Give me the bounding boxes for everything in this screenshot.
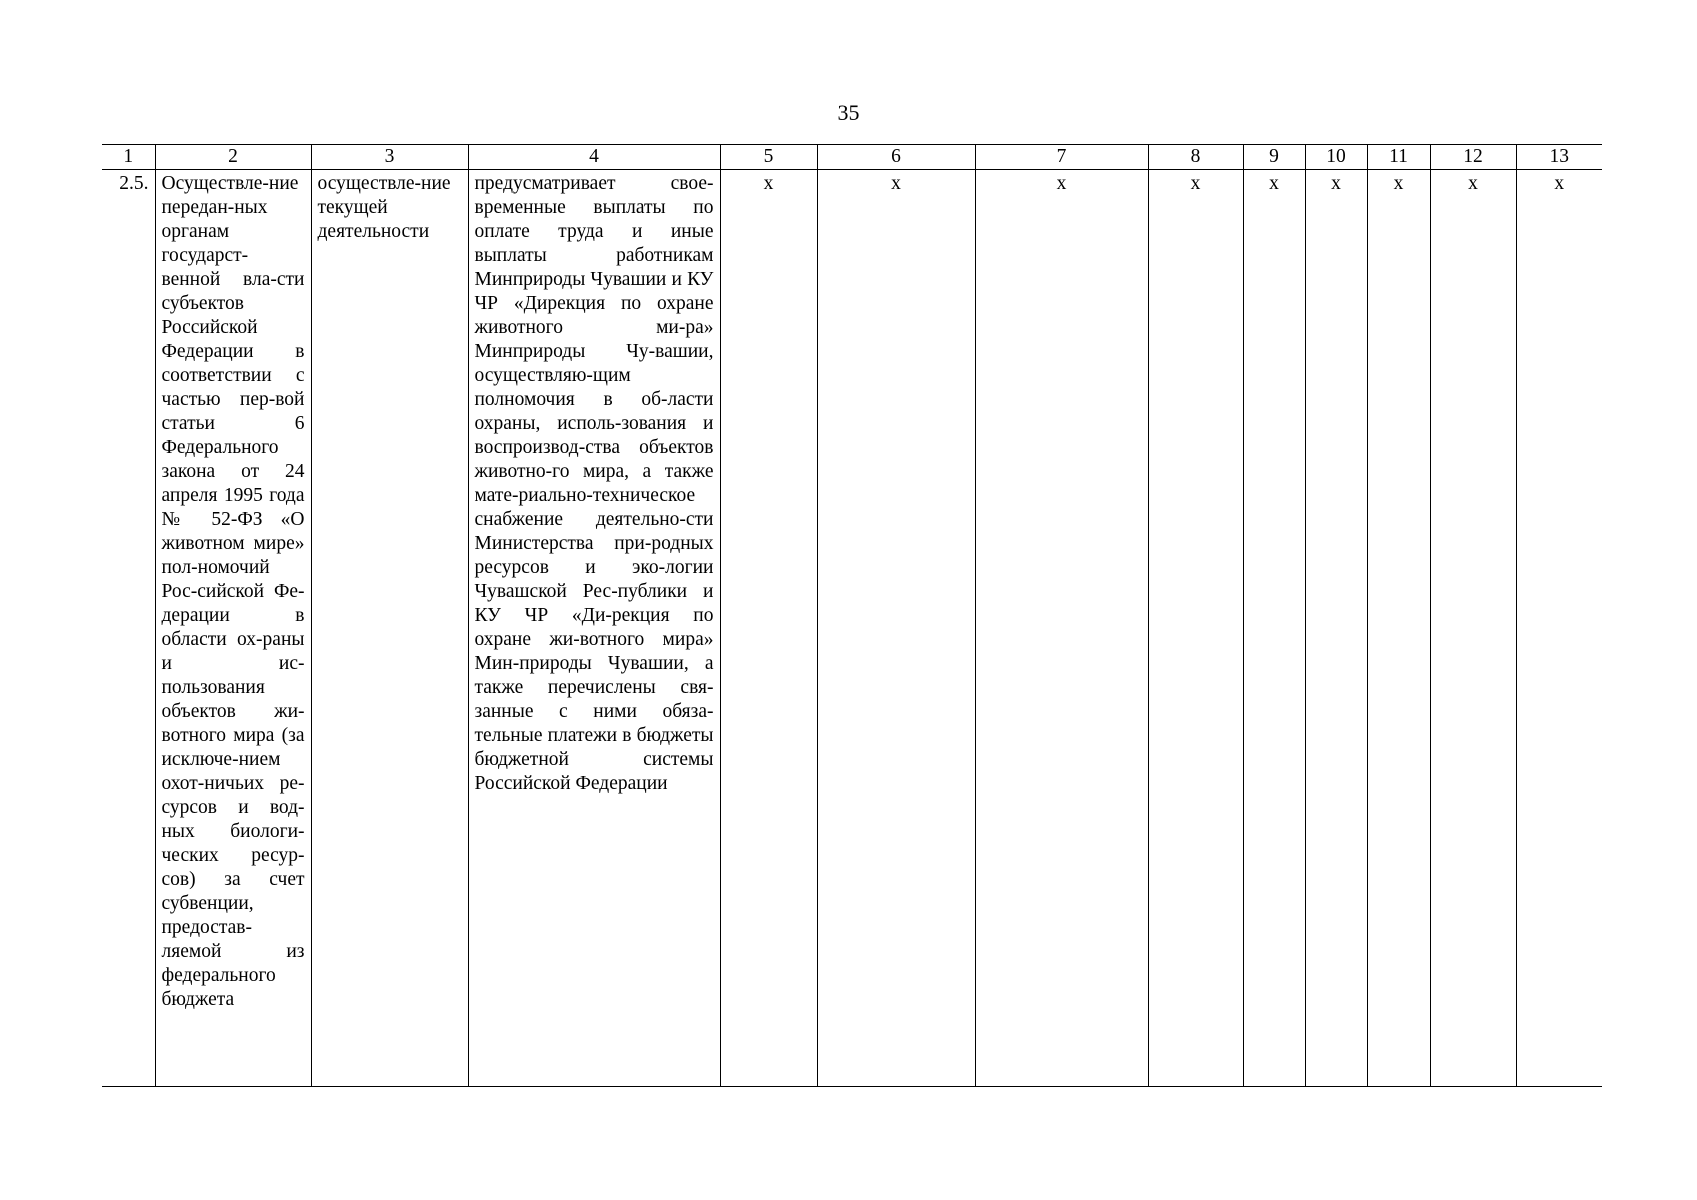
value-cell: x — [1243, 170, 1305, 1087]
table-row — [102, 170, 1602, 1087]
direction-cell: осуществле-ние текущей деятельности — [311, 170, 468, 1087]
page-number: 35 — [837, 100, 860, 125]
value-cell: x — [975, 170, 1148, 1087]
column-header: 7 — [975, 145, 1148, 170]
budget-table — [102, 144, 1602, 1087]
column-header: 12 — [1430, 145, 1516, 170]
column-header: 13 — [1516, 145, 1602, 170]
value-cell: x — [720, 170, 817, 1087]
column-header: 9 — [1243, 145, 1305, 170]
value-cell: x — [1367, 170, 1430, 1087]
column-header: 8 — [1148, 145, 1243, 170]
column-header: 3 — [311, 145, 468, 170]
value-cell: x — [1516, 170, 1602, 1087]
value-cell: x — [1148, 170, 1243, 1087]
column-header: 4 — [468, 145, 720, 170]
row-number: 2.5. — [102, 170, 155, 1087]
column-header: 2 — [155, 145, 311, 170]
value-cell: x — [817, 170, 975, 1087]
value-cell: x — [1430, 170, 1516, 1087]
column-header: 10 — [1305, 145, 1367, 170]
measure-name-cell: Осуществле-ние передан-ных органам государст-венной вла-сти субъектов Российской Федерации в соответствии с частью пер-вой статьи 6 Федерального закона от 24 апреля 1995 года № 52-ФЗ «О животном мире» пол-номочий Рос-сийской Фе-дерации в области ох-раны и ис-пользования объектов жи-вотного мира (за исключе-нием охот-ничьих ре-сурсов и вод-ных биологи-ческих ресур-сов) за счет субвенции, предостав-ляемой из федерального бюджета — [155, 170, 311, 1087]
value-cell: x — [1305, 170, 1367, 1087]
column-header: 11 — [1367, 145, 1430, 170]
column-header: 1 — [102, 145, 155, 170]
table-header-row — [102, 145, 1602, 170]
column-header: 5 — [720, 145, 817, 170]
column-header: 6 — [817, 145, 975, 170]
description-cell: предусматривает свое-временные выплаты по оплате труда и иные выплаты работникам Минприроды Чувашии и КУ ЧР «Дирекция по охране животного ми-ра» Минприроды Чу-вашии, осуществляю-щим полномочия в об-ласти охраны, исполь-зования и воспроизвод-ства объектов животно-го мира, а также мате-риально-техническое снабжение деятельно-сти Министерства при-родных ресурсов и эко-логии Чувашской Рес-публики и КУ ЧР «Ди-рекция по охране жи-вотного мира» Мин-природы Чувашии, а также перечислены свя-занные с ними обяза-тельные платежи в бюджеты бюджетной системы Российской Федерации — [468, 170, 720, 1087]
